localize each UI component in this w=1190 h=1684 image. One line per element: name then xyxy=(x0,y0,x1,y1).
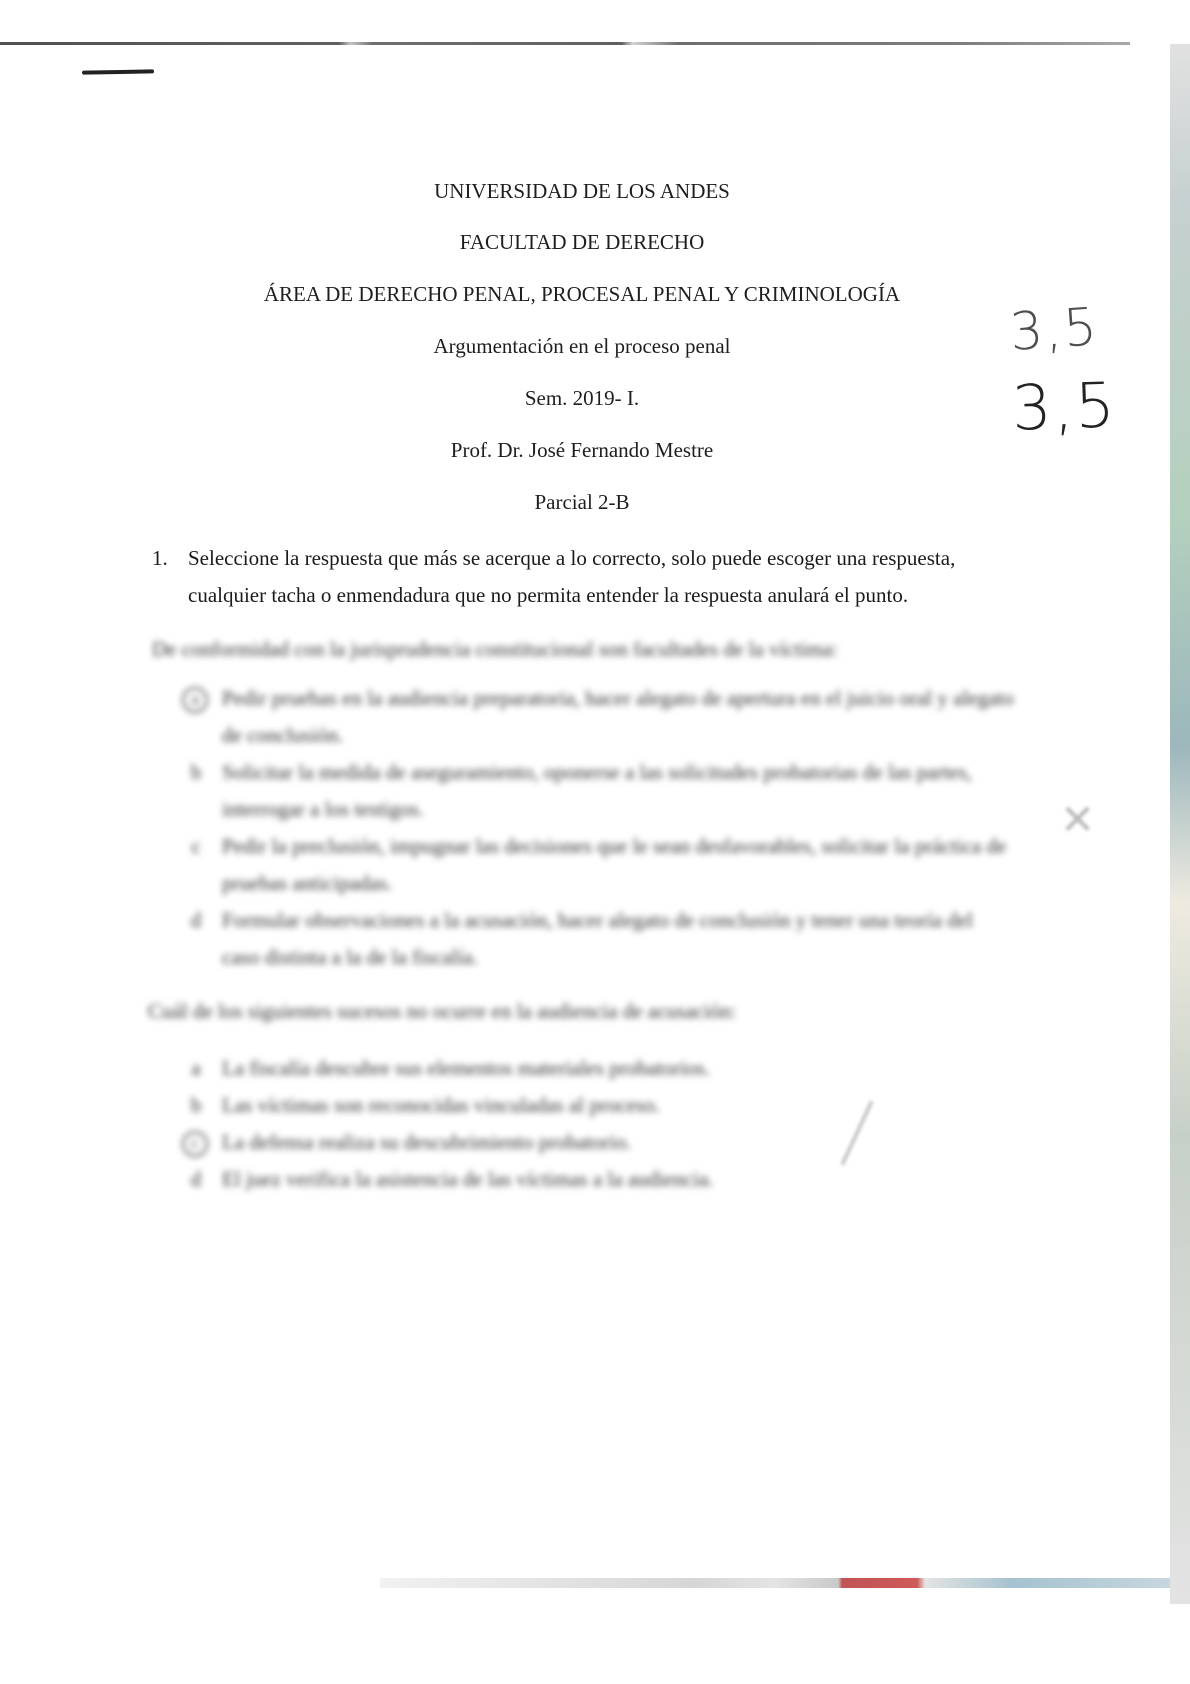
option-text: Las víctimas son reconocidas vinculadas al proceso. xyxy=(222,1093,660,1117)
option-text: Formular observaciones a la acusación, hacer alegato de conclusión y tener una teoría del caso distinta a la de la fiscalía. xyxy=(222,908,974,969)
scan-pen-mark xyxy=(82,69,154,74)
option-letter: a xyxy=(182,687,208,713)
option-text: Solicitar la medida de aseguramiento, oponerse a las solicitudes probatorias de las partes, interrogar a los testigos. xyxy=(222,760,972,821)
option-letter: b xyxy=(190,760,202,784)
question-2-options xyxy=(184,1050,824,1198)
question-1-options xyxy=(184,680,1014,976)
option-letter: c xyxy=(182,1131,208,1157)
scan-top-edge xyxy=(0,42,1130,45)
question-2-stem: Cuál de los siguientes sucesos no ocurre en la audiencia de acusación: xyxy=(148,999,737,1023)
option-letter: a xyxy=(191,1056,201,1080)
option-text: Pedir pruebas en la audiencia preparatoria, hacer alegato de apertura en el juicio oral y alegato de conclusión. xyxy=(222,686,1014,747)
question-1-stem: De conformidad con la jurisprudencia constitucional son facultades de la víctima: xyxy=(152,637,838,661)
option-text: La defensa realiza su descubrimiento probatorio. xyxy=(222,1130,632,1154)
option-letter: d xyxy=(190,908,202,932)
professor: Prof. Dr. José Fernando Mestre xyxy=(450,438,714,462)
question-2-option-c xyxy=(184,1124,824,1161)
faint-mark-x: ✕ xyxy=(1060,795,1096,844)
scan-bottom-edge xyxy=(380,1578,1170,1588)
faculty-name: FACULTAD DE DERECHO xyxy=(459,230,705,254)
option-letter: b xyxy=(190,1093,202,1117)
question-1-option-b xyxy=(184,754,1014,828)
instructions xyxy=(152,540,1032,614)
question-1-option-c xyxy=(184,828,1014,902)
scan-right-edge xyxy=(1170,44,1190,1604)
faint-mark-slash xyxy=(840,1100,873,1165)
semester: Sem. 2019- I. xyxy=(524,386,640,410)
option-letter: d xyxy=(190,1167,202,1191)
handwritten-grade-1: 3,5 xyxy=(1008,296,1101,364)
university-name: UNIVERSIDAD DE LOS ANDES xyxy=(434,179,730,203)
option-text: Pedir la preclusión, impugnar las decisiones que le sean desfavorables, solicitar la práctica de pruebas anticipadas. xyxy=(222,834,1007,895)
instruction-number: 1. xyxy=(152,546,168,570)
exam-title: Parcial 2-B xyxy=(534,490,630,514)
question-1-option-d xyxy=(184,902,1014,976)
area-name: ÁREA DE DERECHO PENAL, PROCESAL PENAL Y CRIMINOLOGÍA xyxy=(263,282,901,306)
course-name: Argumentación en el proceso penal xyxy=(433,334,731,358)
option-text: La fiscalía descubre sus elementos materiales probatorios. xyxy=(222,1056,711,1080)
question-2-option-b xyxy=(184,1087,824,1124)
question-1-option-a xyxy=(184,680,1014,754)
question-2-option-a xyxy=(184,1050,824,1087)
instruction-text: Seleccione la respuesta que más se acerque a lo correcto, solo puede escoger una respuesta, cualquier tacha o enmendadura que no permita entender la respuesta anulará el punto. xyxy=(188,546,956,607)
question-2-option-d xyxy=(184,1161,824,1198)
handwritten-grade-2: 3,5 xyxy=(1010,368,1118,445)
option-text: El juez verifica la asistencia de las víctimas a la audiencia. xyxy=(222,1167,714,1191)
option-letter: c xyxy=(191,834,201,858)
